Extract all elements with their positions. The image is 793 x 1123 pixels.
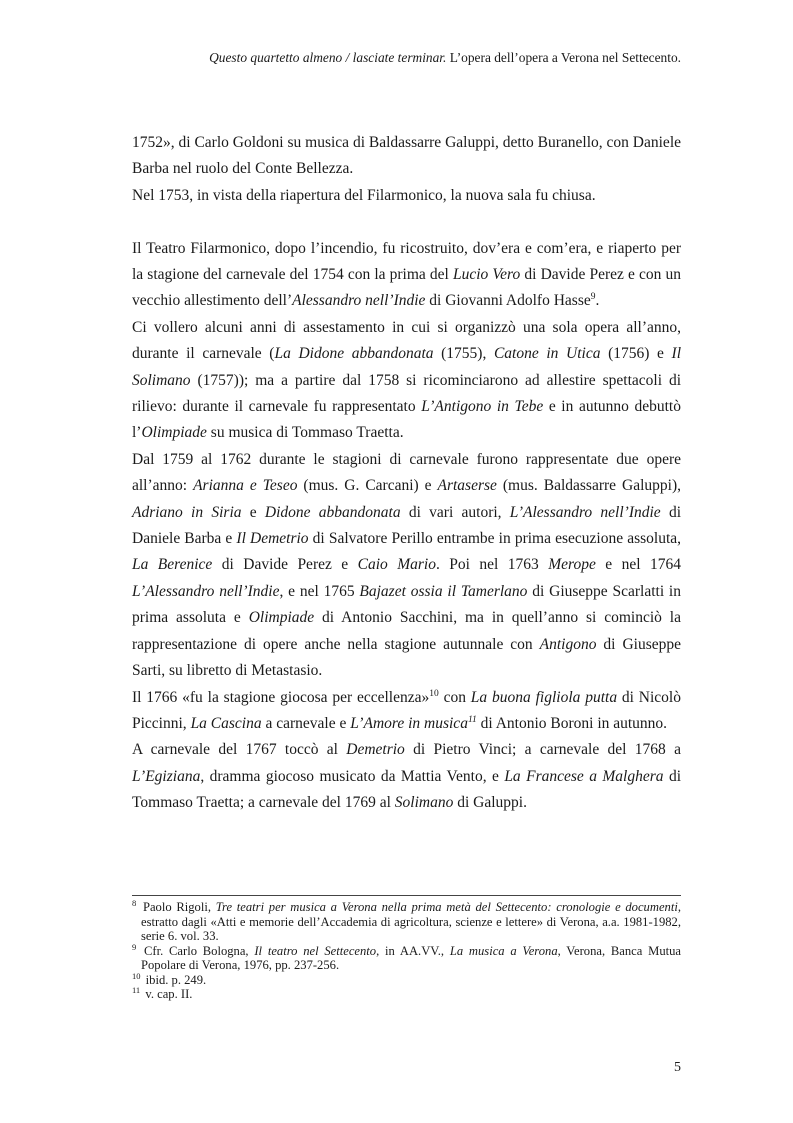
text-run: , e nel 1765 xyxy=(279,582,360,600)
text-run: su musica di Tommaso Traetta. xyxy=(206,424,404,442)
text-run: Nel 1753, in vista della riapertura del Filarmonico, la nuova sala fu chiusa. xyxy=(132,186,596,204)
paragraph xyxy=(132,236,681,315)
text-run: e in autunno debuttò l’ xyxy=(132,398,681,442)
italic-title: Bajazet ossia il Tamerlano xyxy=(359,582,528,600)
italic-title: La buona figliola putta xyxy=(470,688,618,706)
text-run: di Nicolò Piccinni, xyxy=(132,688,681,732)
italic-title: Lucio Vero xyxy=(452,266,521,284)
text-run: (1755), xyxy=(433,345,494,363)
paragraph xyxy=(132,315,681,447)
footnote-11 xyxy=(132,987,681,1002)
italic-title: Didone abbandonata xyxy=(264,503,401,521)
paragraph xyxy=(132,737,681,816)
italic-title: Tre teatri per musica a Verona nella prima metà del Settecento: cronologie e documenti xyxy=(215,900,678,914)
text-run: , Verona, Banca Mutua Popolare di Verona, 1976, pp. 237-256. xyxy=(141,943,681,972)
text-run: di Antonio Boroni in autunno. xyxy=(476,714,668,732)
footnote-reference: 9 xyxy=(590,292,596,303)
text-run: (1756) e xyxy=(600,345,672,363)
footnotes xyxy=(132,900,681,1002)
italic-title: Arianna e Teseo xyxy=(193,477,298,495)
footnote-number: 11 xyxy=(132,985,141,995)
italic-title: Antigono xyxy=(539,635,597,653)
italic-title: Il Solimano xyxy=(132,345,682,389)
footnote-reference: 11 xyxy=(467,714,477,725)
italic-title: L’Alessandro nell’Indie xyxy=(132,582,280,600)
running-header-roman: L’opera dell’opera a Verona nel Settecento. xyxy=(446,50,681,65)
text-run: di Pietro Vinci; a carnevale del 1768 a xyxy=(404,741,681,759)
text-run: (1757)); ma a partire dal 1758 si ricominciarono ad allestire spettacoli di rilievo: durante il carnevale fu rappresentato xyxy=(132,371,681,416)
footnote-number: 8 xyxy=(132,898,137,908)
italic-title: Olimpiade xyxy=(141,424,207,442)
text-run: , in AA.VV., xyxy=(376,943,450,958)
italic-title: Caio Mario xyxy=(357,556,436,574)
paragraph xyxy=(132,447,681,685)
text-run: . Poi nel 1763 xyxy=(435,556,549,574)
text-run: . xyxy=(595,292,600,310)
text-run: 1752», di Carlo Goldoni su musica di Baldassarre Galuppi, detto Buranello, con Daniele Barba nel ruolo del Conte Bellezza. xyxy=(132,134,681,178)
italic-title: La Didone abbandonata xyxy=(274,345,434,363)
text-run: Ci vollero alcuni anni di assestamento in cui si organizzò una sola opera all’anno, durante il carnevale ( xyxy=(132,318,681,363)
text-run: (mus. G. Carcani) e xyxy=(297,477,438,495)
text-run: Paolo Rigoli, xyxy=(138,900,216,914)
italic-title: Il Demetrio xyxy=(236,530,309,548)
text-run: di Giovanni Adolfo Hasse xyxy=(425,292,591,310)
italic-title: L’Antigono in Tebe xyxy=(421,398,544,416)
footnote-number: 10 xyxy=(132,970,141,981)
italic-title: L’Amore in musica xyxy=(350,714,468,732)
text-run: di Giuseppe Scarlatti in prima assoluta e xyxy=(132,582,681,627)
text-run: con xyxy=(438,688,471,706)
text-run: di Antonio Sacchini, ma in quell’anno si cominciò la rappresentazione di opere anche nella stagione autunnale con xyxy=(132,609,681,653)
italic-title: L’Alessandro nell’Indie xyxy=(509,503,661,521)
text-run: di Daniele Barba e xyxy=(132,503,681,548)
paragraph xyxy=(132,183,681,209)
footnote-separator xyxy=(132,895,681,896)
paragraph-spacer xyxy=(132,209,681,235)
running-header xyxy=(132,49,681,67)
italic-title: Demetrio xyxy=(346,741,405,759)
italic-title: La Francese a Malghera xyxy=(504,767,664,785)
text-run: A carnevale del 1767 toccò al xyxy=(132,741,347,759)
italic-title: La Berenice xyxy=(132,556,213,574)
italic-title: Merope xyxy=(548,556,596,574)
text-run: di Salvatore Perillo entrambe in prima esecuzione assoluta, xyxy=(308,530,682,548)
text-run: di Giuseppe Sarti, su libretto di Metastasio. xyxy=(132,635,681,680)
footnote-9 xyxy=(132,941,681,973)
paragraph xyxy=(132,130,681,183)
italic-title: Alessandro nell’Indie xyxy=(292,292,426,310)
italic-title: La musica a Verona xyxy=(449,943,558,958)
paragraph xyxy=(132,685,681,738)
text-run: di Galuppi. xyxy=(453,794,527,812)
italic-title: Adriano in Siria xyxy=(132,503,242,521)
text-run: ibid. p. 249. xyxy=(142,972,207,987)
italic-title: La Cascina xyxy=(190,714,262,732)
italic-title: Solimano xyxy=(394,794,454,812)
page-number: 5 xyxy=(674,1060,681,1075)
text-run: di vari autori, xyxy=(400,503,510,521)
footnote-number: 9 xyxy=(132,941,137,952)
italic-title: Catone in Utica xyxy=(493,345,601,363)
footnote-8 xyxy=(132,900,681,944)
text-run: (mus. Baldassarre Galuppi), xyxy=(496,477,681,495)
italic-title: Artaserse xyxy=(437,477,497,495)
italic-title: Il teatro nel Settecento xyxy=(254,943,377,958)
text-run: v. cap. II. xyxy=(142,987,193,1001)
text-run: di Tommaso Traetta; a carnevale del 1769 al xyxy=(132,767,681,812)
text-run: di Davide Perez e con un vecchio allestimento dell’ xyxy=(132,266,682,310)
text-run: a carnevale e xyxy=(261,714,351,732)
text-run: e nel 1764 xyxy=(595,556,681,574)
italic-title: Olimpiade xyxy=(248,609,315,627)
footnote-10 xyxy=(132,970,681,988)
running-header-italic: Questo quartetto almeno / lasciate terminar. xyxy=(209,50,447,65)
text-run: e xyxy=(241,503,265,521)
text-run: Dal 1759 al 1762 durante le stagioni di carnevale furono rappresentate due opere all’anno: xyxy=(132,450,681,495)
body-text xyxy=(132,130,681,817)
text-run: , dramma giocoso musicato da Mattia Vento, e xyxy=(200,767,505,785)
text-run: di Davide Perez e xyxy=(212,556,358,574)
text-run: Il Teatro Filarmonico, dopo l’incendio, fu ricostruito, dov’era e com’era, e riaperto per la stagione del carnevale del 1754 con la prima del xyxy=(132,239,681,284)
text-run: Cfr. Carlo Bologna, xyxy=(138,943,255,958)
italic-title: L’Egiziana xyxy=(132,767,201,785)
text-run: , estratto dagli «Atti e memorie dell’Accademia di agricoltura, scienze e lettere» di Verona, a.a. 1981-1982, serie 6. vol. 33. xyxy=(141,900,681,943)
text-run: Il 1766 «fu la stagione giocosa per eccellenza» xyxy=(132,688,430,706)
footnote-reference: 10 xyxy=(429,688,439,699)
